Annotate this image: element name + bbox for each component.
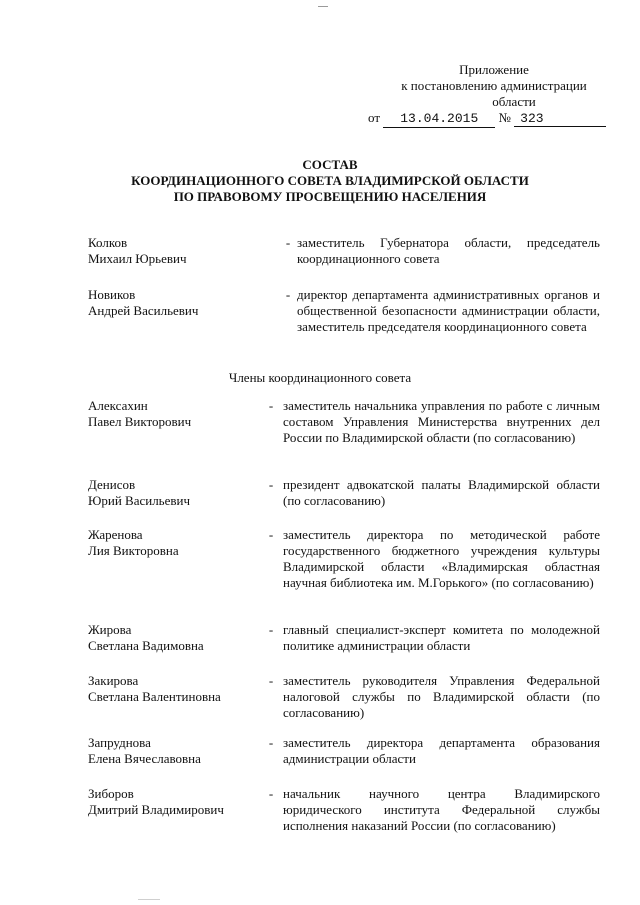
person-given-names: Андрей Васильевич [88, 303, 199, 318]
dash-separator: - [268, 527, 274, 542]
person-surname: Новиков [88, 287, 136, 302]
document-title [60, 157, 600, 205]
dash-separator: - [268, 398, 274, 413]
dash-separator: - [268, 477, 274, 492]
person-surname: Колков [88, 235, 128, 250]
person-given-names: Михаил Юрьевич [88, 251, 187, 266]
dash-separator: - [268, 735, 274, 750]
dash-separator: - [285, 287, 291, 302]
title-line-1: СОСТАВ [302, 157, 358, 172]
person-given-names: Дмитрий Владимирович [88, 802, 224, 817]
person-given-names: Светлана Вадимовна [88, 638, 204, 653]
person-name [88, 287, 273, 319]
person-position: заместитель директора по методической работе государственного бюджетного учреждения культуры Владимирской области «Владимирская областная научная библиотека им. М.Горького» (по согласованию) [283, 527, 600, 590]
person-name [88, 673, 273, 705]
order-date-number-line [368, 110, 606, 128]
scan-mark-bottom [138, 899, 160, 900]
person-surname: Жирова [88, 622, 132, 637]
members-heading: Члены координационного совета [228, 370, 412, 385]
person-position: президент адвокатской палаты Владимирской области (по согласованию) [283, 477, 600, 508]
person-position: заместитель начальника управления по работе с личным составом Управления Министерства внутренних дел России по Владимирской области (по согласованию) [283, 398, 600, 445]
person-surname: Жаренова [88, 527, 143, 542]
person-surname: Зиборов [88, 786, 134, 801]
person-given-names: Павел Викторович [88, 414, 192, 429]
from-label: от [368, 110, 381, 125]
title-line-2: КООРДИНАЦИОННОГО СОВЕТА ВЛАДИМИРСКОЙ ОБЛАСТИ [131, 173, 529, 188]
dash-separator: - [268, 622, 274, 637]
person-given-names: Лия Викторовна [88, 543, 179, 558]
person-surname: Денисов [88, 477, 136, 492]
dash-separator: - [285, 235, 291, 250]
person-name [88, 622, 273, 654]
person-name [88, 477, 273, 509]
appendix-block [384, 62, 604, 110]
person-name [88, 398, 273, 430]
order-date: 13.04.2015 [383, 112, 495, 128]
person-position: начальник научного центра Владимирского юридического института Федеральной службы исполнения наказаний России (по согласованию) [283, 786, 600, 833]
order-number: 323 [514, 112, 606, 127]
person-name [88, 527, 273, 559]
person-position: заместитель руководителя Управления Федеральной налоговой службы по Владимирской области (по согласованию) [283, 673, 600, 720]
appendix-line-1: Приложение [459, 62, 529, 77]
person-surname: Запруднова [88, 735, 151, 750]
scan-mark-top [318, 6, 328, 7]
appendix-line-3: области [492, 94, 536, 109]
person-surname: Закирова [88, 673, 139, 688]
title-line-3: ПО ПРАВОВОМУ ПРОСВЕЩЕНИЮ НАСЕЛЕНИЯ [173, 189, 487, 204]
person-position: заместитель Губернатора области, председатель координационного совета [297, 235, 600, 266]
person-name [88, 735, 273, 767]
person-name [88, 786, 273, 818]
dash-separator: - [268, 786, 274, 801]
person-given-names: Елена Вячеславовна [88, 751, 201, 766]
person-given-names: Светлана Валентиновна [88, 689, 221, 704]
person-position: заместитель директора департамента образования администрации области [283, 735, 600, 766]
person-position: главный специалист-эксперт комитета по молодежной политике администрации области [283, 622, 600, 653]
appendix-line-2: к постановлению администрации [401, 78, 587, 93]
person-position: директор департамента административных органов и общественной безопасности администрации области, заместитель председателя координационного совета [297, 287, 600, 334]
person-surname: Алексахин [88, 398, 148, 413]
number-label: № [498, 110, 511, 125]
dash-separator: - [268, 673, 274, 688]
person-name [88, 235, 273, 267]
person-given-names: Юрий Васильевич [88, 493, 191, 508]
